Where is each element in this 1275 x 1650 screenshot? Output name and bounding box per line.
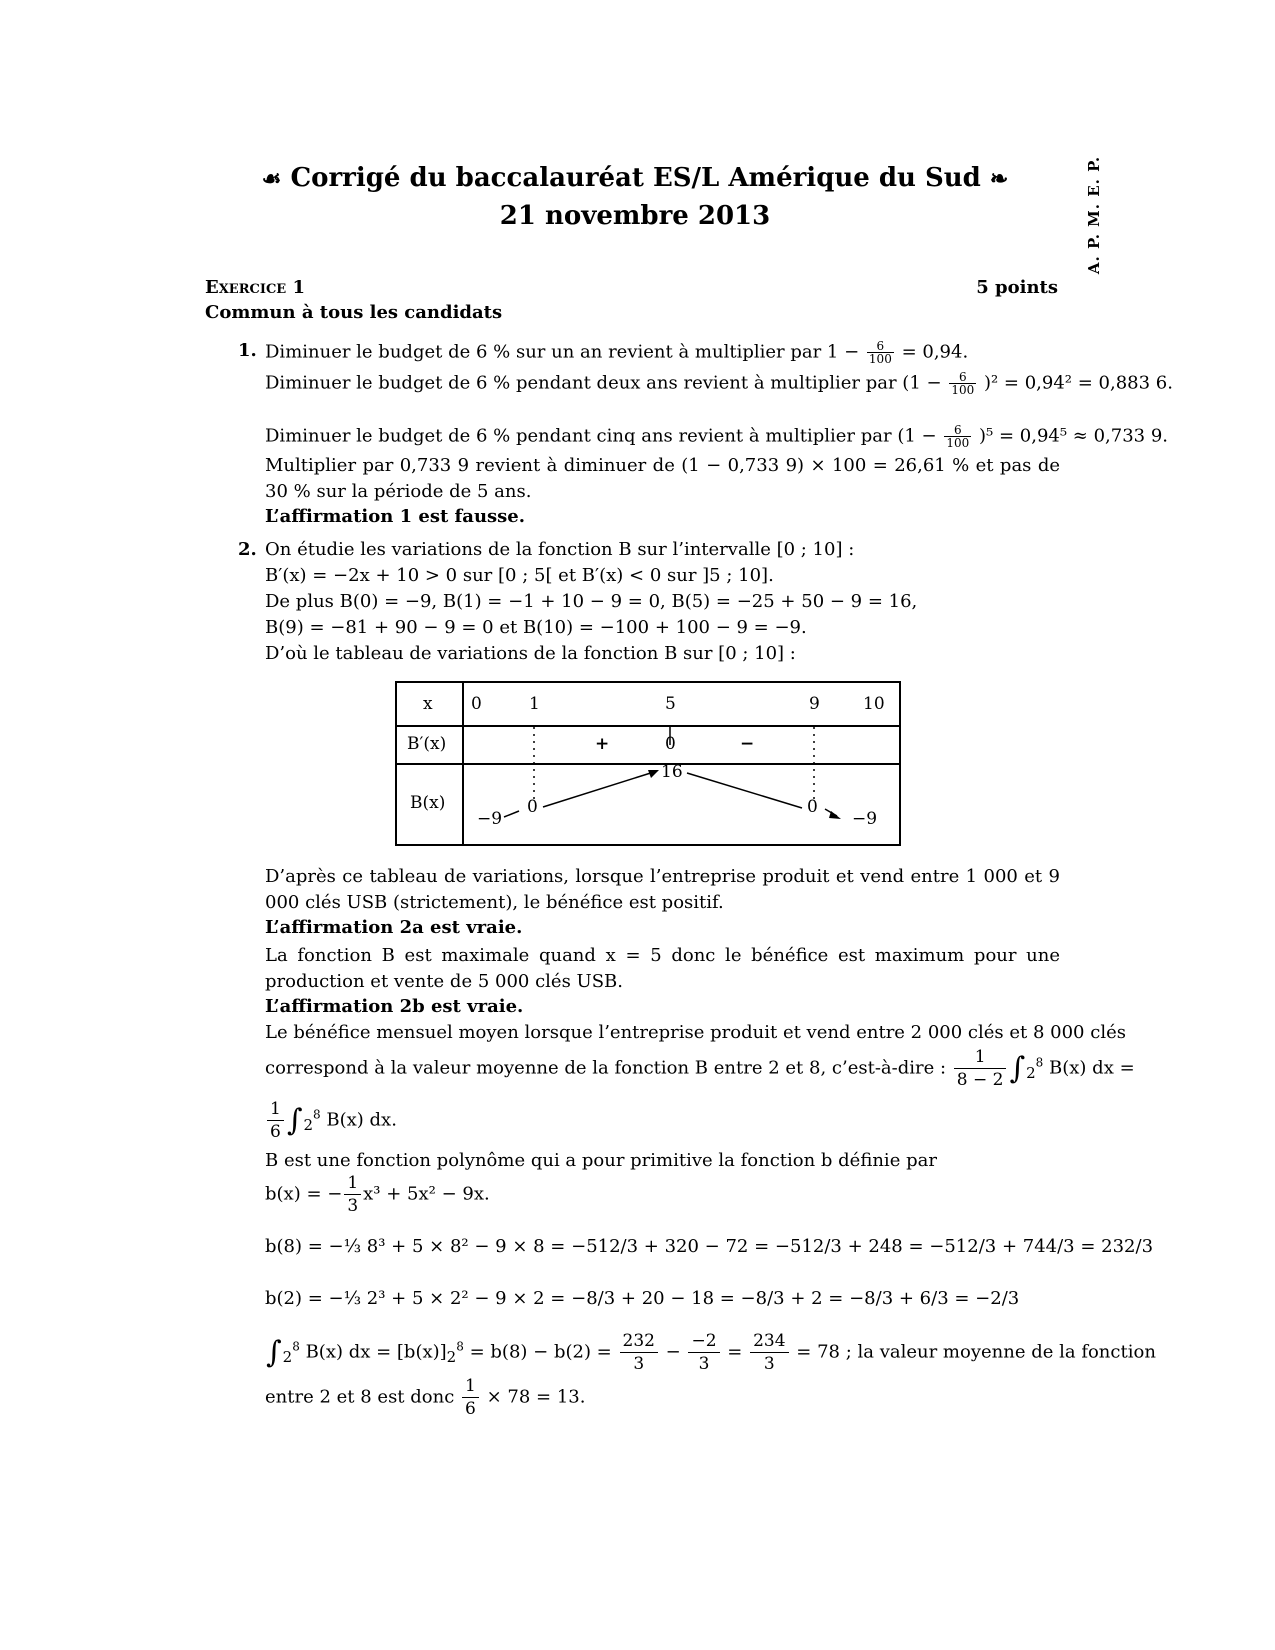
- q2-paragraph-4: correspond à la valeur moyenne de la fonction B entre 2 et 8, c’est-à-dire : $\frac{1}{8 - 2}$ $\int_2^8$ B(x) dx =: [265, 1047, 1135, 1090]
- exercise-points: 5 points: [976, 277, 1058, 298]
- x-value: 0: [471, 694, 482, 714]
- q2-line-1: On étudie les variations de la fonction B sur l’intervalle [0 ; 10] :: [265, 539, 855, 560]
- q2-line-3: De plus B(0) = −9, B(1) = −1 + 10 − 9 = 0, B(5) = −25 + 50 − 9 = 16,: [265, 591, 918, 612]
- equation-b8: b(8) = −⅓ 8³ + 5 × 8² − 9 × 8 = −512/3 + 320 − 72 = −512/3 + 248 = −512/3 + 744/3 = 232/3: [265, 1236, 1154, 1257]
- integral-result: $\int_2^8$ B(x) dx = $[b(x)]_2^8 = b(8) - b(2)$ = $\frac{232}{3}$ − $\frac{-2}{3}$ = $\frac{234}{3}$ = 78 ; la valeur moyenne de la fonction: [266, 1331, 1156, 1374]
- q1-line-4: Multiplier par 0,733 9 revient à diminuer de (1 − 0,733 9) × 100 = 26,61 % et pas de 30 % sur la période de 5 ans.: [265, 455, 1060, 502]
- fraction: $\frac{1}{3}$: [344, 1172, 361, 1217]
- value-zero-2: 0: [807, 797, 818, 817]
- integral-sign-icon: ∫: [1009, 1051, 1026, 1086]
- x-value: 5: [665, 694, 676, 714]
- q1-line-3: Diminuer le budget de 6 % pendant cinq ans revient à multiplier par (1 − $\frac{6}{100}$ )⁵ = 0,94⁵ ≈ 0,733 9.: [265, 423, 1169, 450]
- row-label-x: x: [423, 694, 433, 714]
- title-line-1: Corrigé du baccalauréat ES/L Amérique du Sud: [290, 163, 981, 193]
- value-end: −9: [852, 809, 878, 829]
- equation-b2: b(2) = −⅓ 2³ + 5 × 2² − 9 × 2 = −8/3 + 20 − 18 = −8/3 + 2 = −8/3 + 6/3 = −2/3: [265, 1288, 1020, 1309]
- integral-sign-icon: ∫: [286, 1103, 303, 1138]
- q2-paragraph-6: B est une fonction polynôme qui a pour primitive la fonction b définie par: [265, 1150, 937, 1171]
- value-max: 16: [661, 762, 683, 782]
- q2-paragraph-7: b(x) = − $\frac{1}{3}$ x³ + 5x² − 9x.: [265, 1173, 490, 1216]
- question-2-number: 2.: [238, 539, 257, 560]
- ornament-left-icon: ☙: [261, 166, 282, 192]
- ornament-right-icon: ❧: [989, 166, 1009, 192]
- fraction: $\frac{1}{8 - 2}$: [954, 1046, 1007, 1091]
- variation-table: [395, 681, 901, 846]
- page-title: [160, 160, 1110, 235]
- final-result: entre 2 et 8 est donc $\frac{1}{6}$ × 78 = 13.: [265, 1376, 586, 1419]
- q2-line-5: D’où le tableau de variations de la fonction B sur [0 ; 10] :: [265, 643, 796, 664]
- q2-paragraph-3: Le bénéfice mensuel moyen lorsque l’entreprise produit et vend entre 2 000 clés et 8 000 clés: [265, 1022, 1126, 1043]
- x-value: 9: [809, 694, 820, 714]
- fraction: $\frac{1}{6}$: [267, 1098, 284, 1143]
- q2-line-4: B(9) = −81 + 90 − 9 = 0 et B(10) = −100 + 100 − 9 = −9.: [265, 617, 807, 638]
- x-value: 10: [863, 694, 885, 714]
- q1-conclusion: L’affirmation 1 est fausse.: [265, 506, 526, 527]
- integral-sign-icon: ∫: [266, 1335, 282, 1370]
- q1-line-1: Diminuer le budget de 6 % sur un an revient à multiplier par 1 − $\frac{6}{100}$ = 0,94.: [265, 339, 969, 366]
- q2-paragraph-5: $\frac{1}{6}$ $\int_2^8$ B(x) dx.: [265, 1098, 1060, 1143]
- value-zero-1: 0: [527, 797, 538, 817]
- q2-paragraph-2: La fonction B est maximale quand x = 5 donc le bénéfice est maximum pour une production et vente de 5 000 clés USB.: [265, 945, 1060, 992]
- sign-zero: 0: [665, 734, 676, 754]
- sign-minus: −: [740, 734, 755, 754]
- exercise-subtitle: Commun à tous les candidats: [205, 302, 503, 323]
- side-mark: A. P. M. E. P.: [1085, 155, 1103, 275]
- fraction: $\frac{6}{100}$: [868, 339, 892, 366]
- title-line-2: 21 novembre 2013: [499, 201, 771, 231]
- q2a-conclusion: L’affirmation 2a est vraie.: [265, 917, 523, 938]
- row-label-function: B(x): [410, 793, 446, 813]
- fraction: $\frac{6}{100}$: [951, 370, 975, 397]
- question-1-number: 1.: [238, 340, 257, 361]
- sign-plus: +: [595, 734, 610, 754]
- fraction: $\frac{1}{6}$: [462, 1375, 479, 1420]
- exercise-label: Exercice 1: [205, 277, 305, 298]
- q1-line-2: Diminuer le budget de 6 % pendant deux ans revient à multiplier par (1 − $\frac{6}{100}$ )² = 0,94² = 0,883 6.: [265, 370, 1173, 397]
- q2b-conclusion: L’affirmation 2b est vraie.: [265, 996, 524, 1017]
- x-value: 1: [529, 694, 540, 714]
- q2-paragraph-1: D’après ce tableau de variations, lorsque l’entreprise produit et vend entre 1 000 et 9 000 clés USB (strictement), le bénéfice est positif.: [265, 866, 1060, 913]
- value-start: −9: [477, 809, 503, 829]
- fraction: $\frac{6}{100}$: [946, 423, 970, 450]
- q2-line-2: B′(x) = −2x + 10 > 0 sur [0 ; 5[ et B′(x) < 0 sur ]5 ; 10].: [265, 565, 774, 586]
- row-label-derivative: B′(x): [407, 734, 447, 754]
